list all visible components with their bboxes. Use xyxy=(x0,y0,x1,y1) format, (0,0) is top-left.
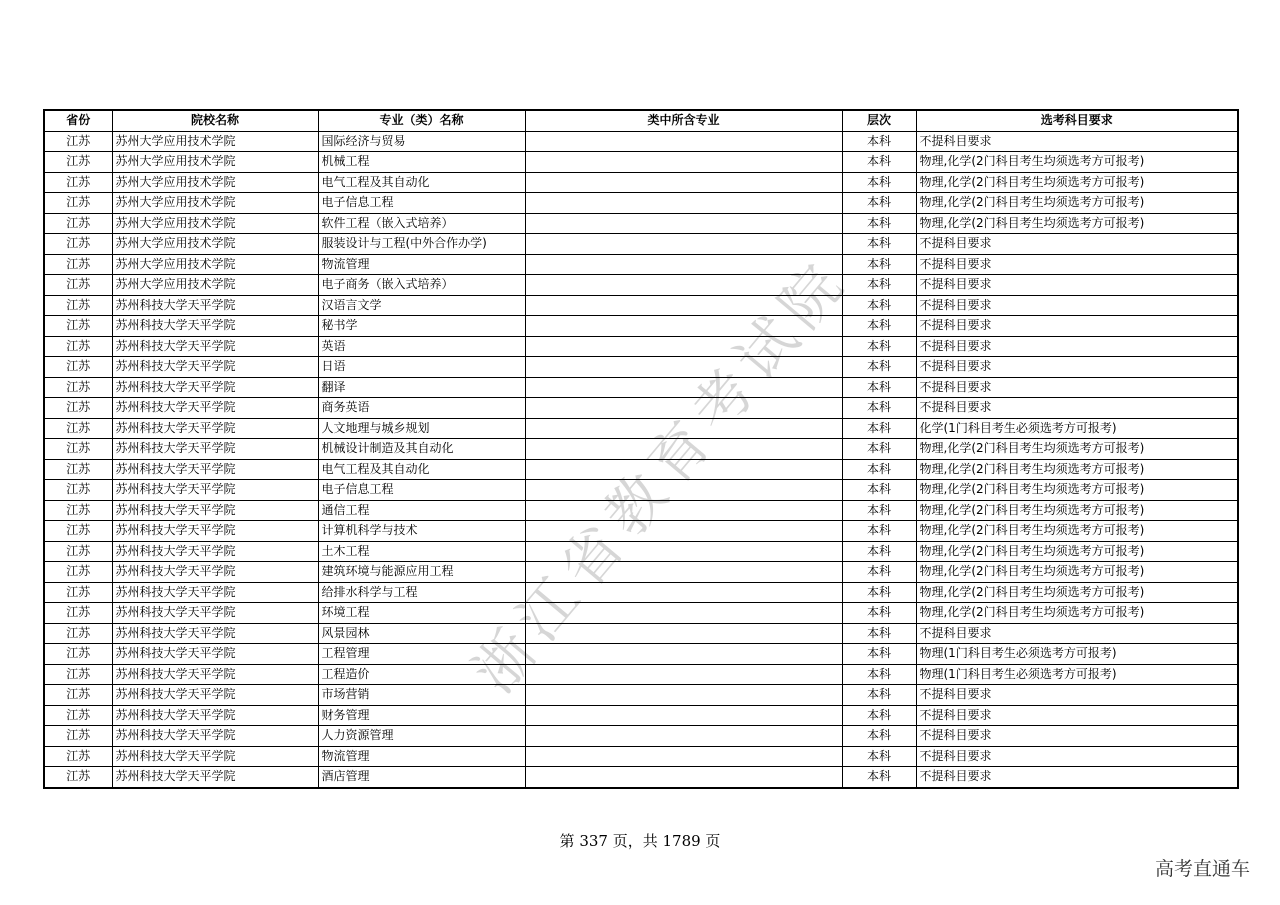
cell-school: 苏州大学应用技术学院 xyxy=(112,172,318,193)
cell-sub-majors xyxy=(525,480,842,501)
table-row xyxy=(44,664,1238,685)
cell-sub-majors xyxy=(525,131,842,152)
cell-school: 苏州大学应用技术学院 xyxy=(112,234,318,255)
cell-school: 苏州科技大学天平学院 xyxy=(112,316,318,337)
cell-province: 江苏 xyxy=(44,316,112,337)
table-row xyxy=(44,234,1238,255)
cell-school: 苏州科技大学天平学院 xyxy=(112,521,318,542)
cell-major: 汉语言文学 xyxy=(318,295,525,316)
cell-requirement: 物理(1门科目考生必须选考方可报考) xyxy=(916,644,1238,665)
cell-requirement: 不提科目要求 xyxy=(916,685,1238,706)
cell-requirement: 不提科目要求 xyxy=(916,131,1238,152)
cell-school: 苏州科技大学天平学院 xyxy=(112,377,318,398)
cell-major: 土木工程 xyxy=(318,541,525,562)
cell-major: 物流管理 xyxy=(318,254,525,275)
admission-requirements-table xyxy=(43,109,1239,789)
table-row xyxy=(44,172,1238,193)
cell-major: 计算机科学与技术 xyxy=(318,521,525,542)
cell-school: 苏州科技大学天平学院 xyxy=(112,418,318,439)
cell-province: 江苏 xyxy=(44,726,112,747)
cell-requirement: 不提科目要求 xyxy=(916,357,1238,378)
table-row xyxy=(44,418,1238,439)
table-row xyxy=(44,726,1238,747)
cell-province: 江苏 xyxy=(44,439,112,460)
header-province: 省份 xyxy=(44,110,112,131)
cell-major: 日语 xyxy=(318,357,525,378)
cell-requirement: 不提科目要求 xyxy=(916,234,1238,255)
cell-level: 本科 xyxy=(842,275,916,296)
cell-school: 苏州大学应用技术学院 xyxy=(112,213,318,234)
cell-sub-majors xyxy=(525,172,842,193)
cell-requirement: 不提科目要求 xyxy=(916,398,1238,419)
cell-province: 江苏 xyxy=(44,562,112,583)
cell-sub-majors xyxy=(525,705,842,726)
cell-sub-majors xyxy=(525,316,842,337)
cell-major: 软件工程（嵌入式培养） xyxy=(318,213,525,234)
cell-requirement: 不提科目要求 xyxy=(916,377,1238,398)
cell-requirement: 物理,化学(2门科目考生均须选考方可报考) xyxy=(916,152,1238,173)
cell-requirement: 物理,化学(2门科目考生均须选考方可报考) xyxy=(916,562,1238,583)
table-row xyxy=(44,193,1238,214)
cell-province: 江苏 xyxy=(44,193,112,214)
cell-level: 本科 xyxy=(842,439,916,460)
table-row xyxy=(44,275,1238,296)
cell-province: 江苏 xyxy=(44,418,112,439)
cell-major: 服装设计与工程(中外合作办学) xyxy=(318,234,525,255)
cell-level: 本科 xyxy=(842,295,916,316)
cell-province: 江苏 xyxy=(44,685,112,706)
cell-requirement: 物理,化学(2门科目考生均须选考方可报考) xyxy=(916,213,1238,234)
cell-level: 本科 xyxy=(842,254,916,275)
cell-school: 苏州科技大学天平学院 xyxy=(112,541,318,562)
cell-level: 本科 xyxy=(842,705,916,726)
cell-province: 江苏 xyxy=(44,767,112,788)
cell-major: 电子商务（嵌入式培养） xyxy=(318,275,525,296)
cell-requirement: 不提科目要求 xyxy=(916,623,1238,644)
cell-major: 电子信息工程 xyxy=(318,480,525,501)
cell-major: 风景园林 xyxy=(318,623,525,644)
cell-requirement: 不提科目要求 xyxy=(916,295,1238,316)
cell-level: 本科 xyxy=(842,582,916,603)
table-row xyxy=(44,480,1238,501)
cell-level: 本科 xyxy=(842,418,916,439)
cell-province: 江苏 xyxy=(44,213,112,234)
cell-province: 江苏 xyxy=(44,377,112,398)
cell-major: 机械设计制造及其自动化 xyxy=(318,439,525,460)
cell-major: 商务英语 xyxy=(318,398,525,419)
cell-province: 江苏 xyxy=(44,152,112,173)
cell-sub-majors xyxy=(525,234,842,255)
cell-requirement: 不提科目要求 xyxy=(916,726,1238,747)
cell-major: 电子信息工程 xyxy=(318,193,525,214)
cell-province: 江苏 xyxy=(44,582,112,603)
cell-province: 江苏 xyxy=(44,541,112,562)
cell-sub-majors xyxy=(525,439,842,460)
cell-school: 苏州科技大学天平学院 xyxy=(112,705,318,726)
cell-requirement: 物理,化学(2门科目考生均须选考方可报考) xyxy=(916,603,1238,624)
cell-requirement: 物理,化学(2门科目考生均须选考方可报考) xyxy=(916,439,1238,460)
cell-requirement: 物理,化学(2门科目考生均须选考方可报考) xyxy=(916,172,1238,193)
cell-level: 本科 xyxy=(842,336,916,357)
page-number-footer: 第 337 页，共 1789 页 xyxy=(559,832,721,850)
cell-school: 苏州科技大学天平学院 xyxy=(112,726,318,747)
cell-major: 物流管理 xyxy=(318,746,525,767)
table-row xyxy=(44,500,1238,521)
cell-sub-majors xyxy=(525,193,842,214)
table-row xyxy=(44,357,1238,378)
table-row xyxy=(44,336,1238,357)
table-row xyxy=(44,623,1238,644)
cell-sub-majors xyxy=(525,521,842,542)
header-school: 院校名称 xyxy=(112,110,318,131)
cell-school: 苏州科技大学天平学院 xyxy=(112,562,318,583)
cell-requirement: 物理,化学(2门科目考生均须选考方可报考) xyxy=(916,582,1238,603)
cell-level: 本科 xyxy=(842,131,916,152)
cell-sub-majors xyxy=(525,767,842,788)
cell-school: 苏州科技大学天平学院 xyxy=(112,603,318,624)
cell-requirement: 物理,化学(2门科目考生均须选考方可报考) xyxy=(916,193,1238,214)
cell-requirement: 物理,化学(2门科目考生均须选考方可报考) xyxy=(916,541,1238,562)
cell-sub-majors xyxy=(525,562,842,583)
cell-school: 苏州科技大学天平学院 xyxy=(112,644,318,665)
cell-level: 本科 xyxy=(842,398,916,419)
cell-major: 工程管理 xyxy=(318,644,525,665)
cell-requirement: 物理,化学(2门科目考生均须选考方可报考) xyxy=(916,521,1238,542)
table-row xyxy=(44,131,1238,152)
cell-sub-majors xyxy=(525,295,842,316)
cell-sub-majors xyxy=(525,459,842,480)
cell-province: 江苏 xyxy=(44,480,112,501)
table-row xyxy=(44,459,1238,480)
cell-province: 江苏 xyxy=(44,254,112,275)
cell-level: 本科 xyxy=(842,213,916,234)
cell-school: 苏州大学应用技术学院 xyxy=(112,254,318,275)
table-header-row xyxy=(44,110,1238,131)
cell-level: 本科 xyxy=(842,541,916,562)
header-major: 专业（类）名称 xyxy=(318,110,525,131)
cell-sub-majors xyxy=(525,377,842,398)
cell-major: 酒店管理 xyxy=(318,767,525,788)
cell-level: 本科 xyxy=(842,357,916,378)
brand-label: 高考直通车 xyxy=(1154,858,1250,880)
cell-school: 苏州科技大学天平学院 xyxy=(112,685,318,706)
cell-province: 江苏 xyxy=(44,500,112,521)
cell-sub-majors xyxy=(525,418,842,439)
cell-major: 建筑环境与能源应用工程 xyxy=(318,562,525,583)
cell-province: 江苏 xyxy=(44,623,112,644)
table-row xyxy=(44,254,1238,275)
cell-major: 机械工程 xyxy=(318,152,525,173)
cell-province: 江苏 xyxy=(44,459,112,480)
cell-major: 电气工程及其自动化 xyxy=(318,172,525,193)
cell-sub-majors xyxy=(525,213,842,234)
cell-major: 市场营销 xyxy=(318,685,525,706)
cell-sub-majors xyxy=(525,726,842,747)
cell-sub-majors xyxy=(525,685,842,706)
table-row xyxy=(44,746,1238,767)
cell-school: 苏州大学应用技术学院 xyxy=(112,152,318,173)
cell-school: 苏州科技大学天平学院 xyxy=(112,767,318,788)
cell-level: 本科 xyxy=(842,562,916,583)
table-row xyxy=(44,562,1238,583)
cell-major: 英语 xyxy=(318,336,525,357)
cell-level: 本科 xyxy=(842,644,916,665)
cell-province: 江苏 xyxy=(44,295,112,316)
table-row xyxy=(44,582,1238,603)
cell-province: 江苏 xyxy=(44,336,112,357)
cell-province: 江苏 xyxy=(44,746,112,767)
table-row xyxy=(44,767,1238,788)
cell-school: 苏州科技大学天平学院 xyxy=(112,582,318,603)
table-row xyxy=(44,521,1238,542)
table-row xyxy=(44,439,1238,460)
table-row xyxy=(44,685,1238,706)
cell-level: 本科 xyxy=(842,152,916,173)
cell-requirement: 不提科目要求 xyxy=(916,254,1238,275)
cell-sub-majors xyxy=(525,500,842,521)
table-row xyxy=(44,603,1238,624)
table-row xyxy=(44,541,1238,562)
cell-level: 本科 xyxy=(842,500,916,521)
cell-level: 本科 xyxy=(842,623,916,644)
cell-sub-majors xyxy=(525,336,842,357)
cell-school: 苏州大学应用技术学院 xyxy=(112,193,318,214)
cell-level: 本科 xyxy=(842,603,916,624)
cell-level: 本科 xyxy=(842,685,916,706)
cell-sub-majors xyxy=(525,398,842,419)
cell-requirement: 化学(1门科目考生必须选考方可报考) xyxy=(916,418,1238,439)
table-row xyxy=(44,377,1238,398)
table-row xyxy=(44,398,1238,419)
table-row xyxy=(44,705,1238,726)
cell-province: 江苏 xyxy=(44,644,112,665)
cell-province: 江苏 xyxy=(44,131,112,152)
cell-sub-majors xyxy=(525,664,842,685)
cell-requirement: 不提科目要求 xyxy=(916,705,1238,726)
cell-sub-majors xyxy=(525,254,842,275)
cell-major: 人力资源管理 xyxy=(318,726,525,747)
cell-major: 环境工程 xyxy=(318,603,525,624)
table-row xyxy=(44,152,1238,173)
cell-province: 江苏 xyxy=(44,521,112,542)
table-row xyxy=(44,213,1238,234)
cell-major: 工程造价 xyxy=(318,664,525,685)
cell-sub-majors xyxy=(525,746,842,767)
cell-major: 秘书学 xyxy=(318,316,525,337)
cell-province: 江苏 xyxy=(44,664,112,685)
cell-level: 本科 xyxy=(842,172,916,193)
cell-school: 苏州科技大学天平学院 xyxy=(112,398,318,419)
cell-school: 苏州大学应用技术学院 xyxy=(112,275,318,296)
cell-level: 本科 xyxy=(842,480,916,501)
cell-level: 本科 xyxy=(842,316,916,337)
cell-requirement: 物理,化学(2门科目考生均须选考方可报考) xyxy=(916,480,1238,501)
cell-province: 江苏 xyxy=(44,357,112,378)
cell-major: 财务管理 xyxy=(318,705,525,726)
cell-level: 本科 xyxy=(842,234,916,255)
table-row xyxy=(44,295,1238,316)
cell-school: 苏州科技大学天平学院 xyxy=(112,357,318,378)
cell-level: 本科 xyxy=(842,726,916,747)
cell-level: 本科 xyxy=(842,377,916,398)
cell-level: 本科 xyxy=(842,193,916,214)
cell-requirement: 不提科目要求 xyxy=(916,275,1238,296)
cell-level: 本科 xyxy=(842,767,916,788)
cell-sub-majors xyxy=(525,644,842,665)
table-row xyxy=(44,316,1238,337)
cell-sub-majors xyxy=(525,152,842,173)
cell-level: 本科 xyxy=(842,746,916,767)
cell-province: 江苏 xyxy=(44,603,112,624)
cell-school: 苏州科技大学天平学院 xyxy=(112,336,318,357)
cell-requirement: 不提科目要求 xyxy=(916,767,1238,788)
cell-major: 翻译 xyxy=(318,377,525,398)
cell-sub-majors xyxy=(525,275,842,296)
cell-province: 江苏 xyxy=(44,398,112,419)
table-row xyxy=(44,644,1238,665)
cell-level: 本科 xyxy=(842,459,916,480)
cell-level: 本科 xyxy=(842,521,916,542)
cell-requirement: 不提科目要求 xyxy=(916,316,1238,337)
cell-school: 苏州科技大学天平学院 xyxy=(112,480,318,501)
cell-school: 苏州科技大学天平学院 xyxy=(112,746,318,767)
cell-school: 苏州科技大学天平学院 xyxy=(112,500,318,521)
cell-school: 苏州科技大学天平学院 xyxy=(112,664,318,685)
cell-sub-majors xyxy=(525,357,842,378)
cell-school: 苏州科技大学天平学院 xyxy=(112,459,318,480)
header-requirement: 选考科目要求 xyxy=(916,110,1238,131)
cell-sub-majors xyxy=(525,623,842,644)
cell-province: 江苏 xyxy=(44,172,112,193)
cell-sub-majors xyxy=(525,582,842,603)
cell-school: 苏州科技大学天平学院 xyxy=(112,623,318,644)
cell-level: 本科 xyxy=(842,664,916,685)
cell-school: 苏州科技大学天平学院 xyxy=(112,439,318,460)
table-body xyxy=(44,131,1238,788)
cell-major: 国际经济与贸易 xyxy=(318,131,525,152)
header-sub-majors: 类中所含专业 xyxy=(525,110,842,131)
cell-province: 江苏 xyxy=(44,705,112,726)
cell-major: 人文地理与城乡规划 xyxy=(318,418,525,439)
cell-requirement: 不提科目要求 xyxy=(916,746,1238,767)
cell-sub-majors xyxy=(525,541,842,562)
cell-major: 通信工程 xyxy=(318,500,525,521)
cell-requirement: 物理(1门科目考生必须选考方可报考) xyxy=(916,664,1238,685)
watermark: 浙江省教育考试院 xyxy=(459,244,862,706)
header-level: 层次 xyxy=(842,110,916,131)
admission-table-container xyxy=(43,109,1237,789)
cell-requirement: 物理,化学(2门科目考生均须选考方可报考) xyxy=(916,459,1238,480)
cell-school: 苏州大学应用技术学院 xyxy=(112,131,318,152)
cell-sub-majors xyxy=(525,603,842,624)
cell-province: 江苏 xyxy=(44,275,112,296)
cell-province: 江苏 xyxy=(44,234,112,255)
cell-major: 给排水科学与工程 xyxy=(318,582,525,603)
cell-school: 苏州科技大学天平学院 xyxy=(112,295,318,316)
cell-major: 电气工程及其自动化 xyxy=(318,459,525,480)
cell-requirement: 不提科目要求 xyxy=(916,336,1238,357)
cell-requirement: 物理,化学(2门科目考生均须选考方可报考) xyxy=(916,500,1238,521)
